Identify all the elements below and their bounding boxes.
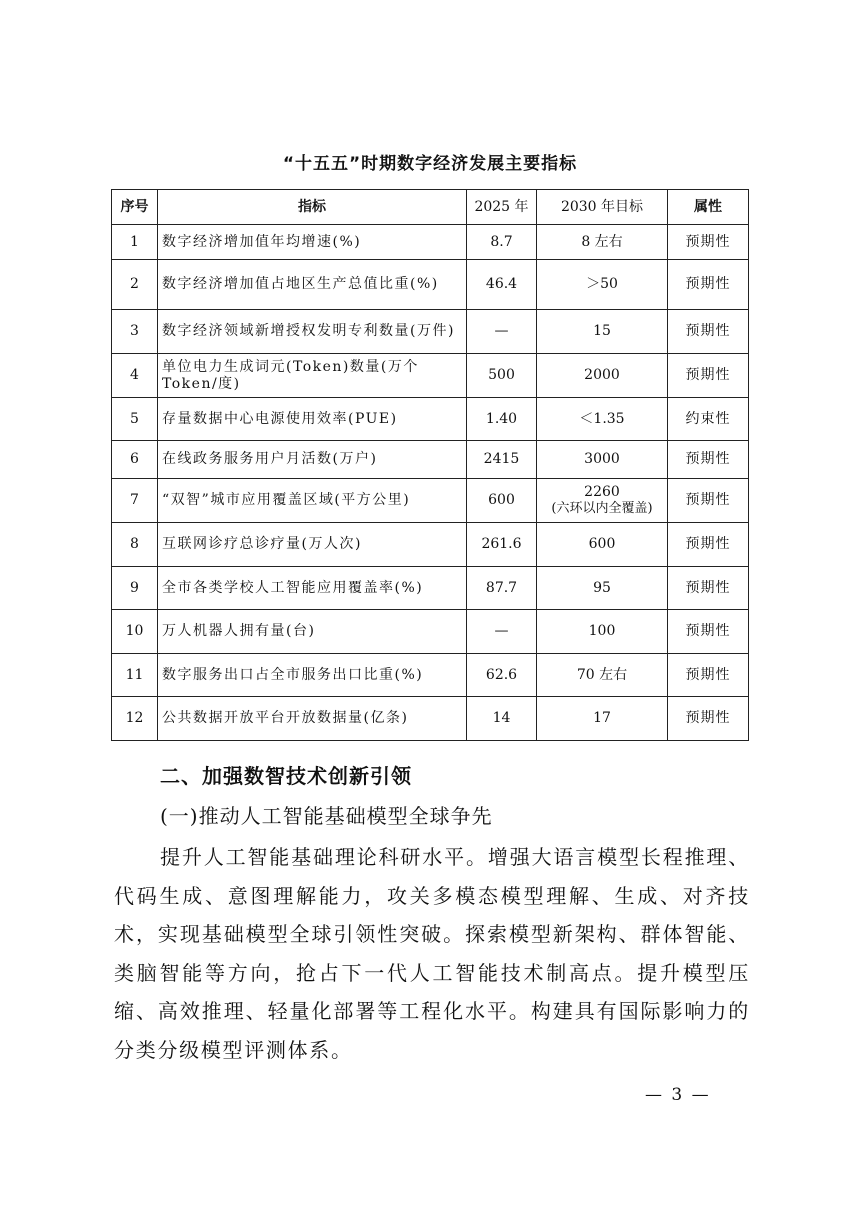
- target-2030: [537, 654, 668, 697]
- indicator-name: [158, 310, 467, 354]
- value-2025: [467, 479, 537, 523]
- value-2025-text: —: [494, 623, 509, 639]
- page-number: — 3 —: [645, 1085, 711, 1105]
- value-2025: [467, 441, 537, 479]
- attribute-text: 预期性: [685, 623, 731, 639]
- row-number: [112, 479, 158, 523]
- row-number: [112, 225, 158, 260]
- target-2030: [537, 523, 668, 567]
- indicator-name-text: 数字经济增加值占地区生产总值比重(%): [162, 276, 439, 292]
- target-2030-text: ＞50: [586, 276, 618, 292]
- row-number-text: 3: [130, 323, 139, 339]
- table-row: [112, 398, 749, 441]
- table-row: [112, 310, 749, 354]
- value-2025-text: 87.7: [485, 579, 518, 596]
- row-number: [112, 654, 158, 697]
- target-2030: [537, 225, 668, 260]
- target-2030-text: 8 左右: [581, 233, 623, 250]
- row-number: [112, 441, 158, 479]
- value-2025-text: 46.4: [485, 276, 518, 292]
- row-number: [112, 567, 158, 610]
- table-row: [112, 523, 749, 567]
- row-number-text: 2: [130, 276, 139, 292]
- indicator-name-text: 单位电力生成词元(Token)数量(万个 Token/度): [162, 358, 419, 392]
- target-2030: [537, 354, 668, 398]
- target-2030-text: ＜1.35: [579, 410, 625, 427]
- value-2025: [467, 610, 537, 654]
- value-2025-text: 14: [492, 710, 511, 726]
- indicator-name-text: 互联网诊疗总诊疗量(万人次): [162, 536, 362, 552]
- indicator-name: [158, 398, 467, 441]
- row-number-text: 12: [125, 710, 144, 726]
- indicator-name-text: 数字经济增加值年均增速(%): [162, 233, 362, 250]
- table-title: “十五五”时期数字经济发展主要指标: [282, 154, 578, 174]
- indicator-name-text: 公共数据开放平台开放数据量(亿条): [162, 710, 409, 726]
- indicator-name: [158, 697, 467, 741]
- target-2030-text: 15: [593, 323, 611, 339]
- attribute: [668, 310, 749, 354]
- row-number-text: 11: [125, 666, 144, 683]
- header-indicator: 指标: [158, 190, 467, 225]
- indicator-name: [158, 260, 467, 310]
- indicator-name: [158, 654, 467, 697]
- attribute: [668, 225, 749, 260]
- header-attribute: 属性: [668, 190, 749, 225]
- attribute: [668, 697, 749, 741]
- row-number: [112, 523, 158, 567]
- row-number-text: 7: [130, 492, 139, 508]
- indicators-table: [111, 189, 749, 741]
- sub-heading: (一)推动人工智能基础模型全球争先: [160, 804, 493, 828]
- value-2025: [467, 654, 537, 697]
- attribute-text: 预期性: [685, 710, 731, 726]
- target-note: (六环以内全覆盖): [551, 501, 653, 516]
- value-2025: [467, 567, 537, 610]
- table-row: [112, 610, 749, 654]
- attribute-text: 预期性: [685, 536, 731, 552]
- indicator-name: [158, 610, 467, 654]
- indicator-name: [158, 441, 467, 479]
- table-row: [112, 260, 749, 310]
- table-row: [112, 479, 749, 523]
- target-2030-text: 70 左右: [576, 666, 628, 683]
- indicator-name-text: 数字经济领域新增授权发明专利数量(万件): [162, 323, 455, 339]
- value-2025: [467, 398, 537, 441]
- attribute-text: 预期性: [685, 367, 731, 383]
- indicator-name-text: 万人机器人拥有量(台): [162, 623, 316, 639]
- section-heading: 二、加强数智技术创新引领: [160, 764, 412, 788]
- value-2025: [467, 354, 537, 398]
- indicator-name-text: 在线政务服务用户月活数(万户): [162, 451, 378, 467]
- value-2025-text: 62.6: [485, 666, 518, 683]
- attribute: [668, 567, 749, 610]
- row-number: [112, 697, 158, 741]
- attribute-text: 预期性: [685, 233, 731, 250]
- indicator-name: [158, 479, 467, 523]
- value-2025: [467, 697, 537, 741]
- target-2030: [537, 441, 668, 479]
- attribute-text: 预期性: [685, 451, 731, 467]
- row-number-text: 5: [130, 410, 139, 427]
- row-number-text: 1: [130, 233, 139, 250]
- row-number-text: 9: [130, 579, 139, 596]
- row-number-text: 10: [125, 623, 144, 639]
- attribute-text: 约束性: [685, 410, 731, 427]
- target-2030-text: 2000: [584, 367, 620, 383]
- table-row: [112, 697, 749, 741]
- target-2030-text: 2260: [584, 484, 620, 500]
- target-2030: [537, 697, 668, 741]
- attribute-text: 预期性: [685, 666, 731, 683]
- value-2025-text: 500: [488, 367, 515, 383]
- table-row: [112, 225, 749, 260]
- value-2025: [467, 225, 537, 260]
- table-row: [112, 354, 749, 398]
- target-2030: [537, 260, 668, 310]
- table-row: [112, 567, 749, 610]
- target-2030-text: 17: [593, 710, 611, 726]
- row-number: [112, 310, 158, 354]
- table-header-row: [112, 190, 749, 225]
- target-2030: [537, 398, 668, 441]
- attribute: [668, 479, 749, 523]
- row-number-text: 6: [130, 451, 139, 467]
- value-2025-text: 2415: [483, 451, 520, 467]
- row-number: [112, 260, 158, 310]
- attribute: [668, 354, 749, 398]
- row-number: [112, 398, 158, 441]
- target-2030: [537, 567, 668, 610]
- target-2030: [537, 479, 668, 523]
- indicator-name: [158, 567, 467, 610]
- value-2025-text: 1.40: [485, 410, 518, 427]
- attribute: [668, 441, 749, 479]
- value-2025: [467, 310, 537, 354]
- header-2025: 2025 年: [467, 190, 537, 225]
- indicator-name: [158, 225, 467, 260]
- target-2030: [537, 310, 668, 354]
- indicator-name-text: “双智”城市应用覆盖区域(平方公里): [162, 492, 411, 508]
- value-2025: [467, 260, 537, 310]
- header-2030-target: 2030 年目标: [537, 190, 668, 225]
- target-2030: [537, 610, 668, 654]
- attribute-text: 预期性: [685, 276, 731, 292]
- target-2030-text: 3000: [584, 451, 620, 467]
- indicator-name-text: 存量数据中心电源使用效率(PUE): [162, 410, 398, 427]
- header-no: 序号: [112, 190, 158, 225]
- attribute: [668, 260, 749, 310]
- target-2030-text: 100: [588, 623, 616, 639]
- attribute: [668, 398, 749, 441]
- indicator-name-text: 数字服务出口占全市服务出口比重(%): [162, 666, 424, 683]
- attribute: [668, 654, 749, 697]
- table-row: [112, 654, 749, 697]
- value-2025-text: 600: [488, 492, 515, 508]
- indicator-name: [158, 523, 467, 567]
- row-number-text: 4: [130, 367, 139, 383]
- indicator-name: [158, 354, 467, 398]
- target-2030-text: 600: [588, 536, 616, 552]
- attribute: [668, 523, 749, 567]
- attribute-text: 预期性: [685, 323, 731, 339]
- attribute: [668, 610, 749, 654]
- attribute-text: 预期性: [685, 579, 731, 596]
- indicator-name-text: 全市各类学校人工智能应用覆盖率(%): [162, 579, 424, 596]
- value-2025-text: —: [494, 323, 509, 339]
- row-number: [112, 610, 158, 654]
- row-number-text: 8: [130, 536, 139, 552]
- value-2025-text: 261.6: [481, 536, 522, 552]
- table-row: [112, 441, 749, 479]
- target-2030-text: 95: [593, 579, 611, 596]
- value-2025-text: 8.7: [490, 233, 513, 250]
- body-paragraph: 提升人工智能基础理论科研水平。增强大语言模型长程推理、代码生成、意图理解能力，攻关多模态模型理解、生成、对齐技术，实现基础模型全球引领性突破。探索模型新架构、群体智能、类脑智能等方向，抢占下一代人工智能技术制高点。提升模型压缩、高效推理、轻量化部署等工程化水平。构建具有国际影响力的分类分级模型评测体系。: [114, 845, 750, 1062]
- value-2025: [467, 523, 537, 567]
- attribute-text: 预期性: [685, 492, 731, 508]
- row-number: [112, 354, 158, 398]
- table-body: [112, 225, 749, 741]
